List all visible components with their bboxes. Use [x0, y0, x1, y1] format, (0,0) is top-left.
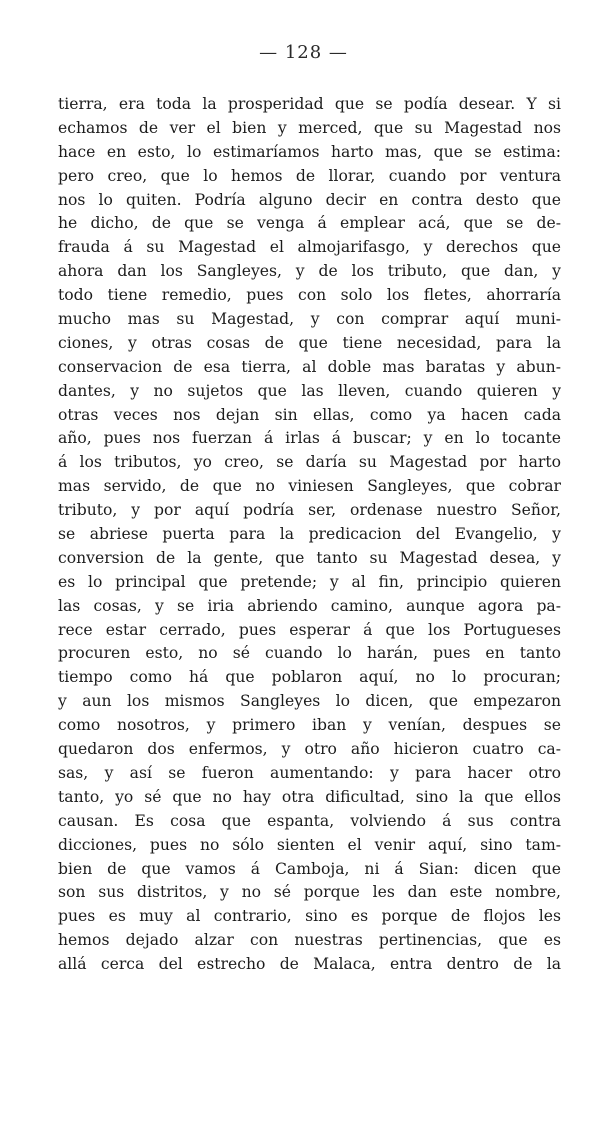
page-number: — 128 —: [259, 42, 348, 63]
text-line: echamos de ver el bien y merced, que su Magestad nos: [58, 118, 561, 137]
text-line: hemos dejado alzar con nuestras pertinencias, que es: [58, 931, 561, 950]
text-line: conservacion de esa tierra, al doble mas baratas y abun-: [58, 357, 561, 376]
text-line: he dicho, de que se venga á emplear acá, que se de-: [58, 214, 561, 233]
text-line: procuren esto, no sé cuando lo harán, pues en tanto: [58, 644, 561, 663]
text-line: ahora dan los Sangleyes, y de los tributo, que dan, y: [58, 262, 561, 281]
text-line: pues es muy al contrario, sino es porque de flojos les: [58, 907, 561, 926]
text-line: hace en esto, lo estimaríamos harto mas, que se estima:: [58, 142, 561, 161]
text-line: mucho mas su Magestad, y con comprar aquí muni-: [58, 310, 561, 329]
text-line: rece estar cerrado, pues esperar á que los Portugueses: [58, 620, 561, 639]
text-line: tributo, y por aquí podría ser, ordenase nuestro Señor,: [58, 501, 561, 520]
text-line: mas servido, de que no viniesen Sangleyes, que cobrar: [58, 477, 561, 496]
text-line: son sus distritos, y no sé porque les dan este nombre,: [58, 883, 561, 902]
text-line: nos lo quiten. Podría alguno decir en contra desto que: [58, 190, 561, 209]
text-line: otras veces nos dejan sin ellas, como ya hacen cada: [58, 405, 561, 424]
text-line: las cosas, y se iria abriendo camino, aunque agora pa-: [58, 596, 561, 615]
text-line: dicciones, pues no sólo sienten el venir aquí, sino tam-: [58, 835, 561, 854]
text-line: todo tiene remedio, pues con solo los fletes, ahorraría: [58, 286, 561, 305]
text-line: quedaron dos enfermos, y otro año hicieron cuatro ca-: [58, 740, 561, 759]
text-line: pero creo, que lo hemos de llorar, cuando por ventura: [58, 166, 561, 185]
text-line: es lo principal que pretende; y al fin, principio quieren: [58, 572, 561, 591]
text-line: se abriese puerta para la predicacion del Evangelio, y: [58, 525, 561, 544]
text-line: tanto, yo sé que no hay otra dificultad, sino la que ellos: [58, 787, 561, 806]
text-line: ciones, y otras cosas de que tiene necesidad, para la: [58, 333, 561, 352]
text-line: allá cerca del estrecho de Malaca, entra dentro de la: [58, 955, 561, 974]
text-line: tiempo como há que poblaron aquí, no lo procuran;: [58, 668, 561, 687]
text-line: tierra, era toda la prosperidad que se podía desear. Y si: [58, 95, 561, 113]
body-text: [58, 93, 561, 977]
text-line: frauda á su Magestad el almojarifasgo, y derechos que: [58, 238, 561, 257]
text-line: año, pues nos fuerzan á irlas á buscar; y en lo tocante: [58, 429, 561, 448]
text-line: á los tributos, yo creo, se daría su Magestad por harto: [58, 453, 561, 472]
text-line: y aun los mismos Sangleyes lo dicen, que empezaron: [58, 692, 561, 711]
text-line: causan. Es cosa que espanta, volviendo á sus contra: [58, 811, 561, 830]
text-line: dantes, y no sujetos que las lleven, cuando quieren y: [58, 381, 561, 400]
text-line: conversion de la gente, que tanto su Magestad desea, y: [58, 548, 561, 567]
text-line: como nosotros, y primero iban y venían, despues se: [58, 716, 561, 735]
text-line: sas, y así se fueron aumentando: y para hacer otro: [58, 763, 561, 782]
text-line: bien de que vamos á Camboja, ni á Sian: dicen que: [58, 859, 561, 878]
